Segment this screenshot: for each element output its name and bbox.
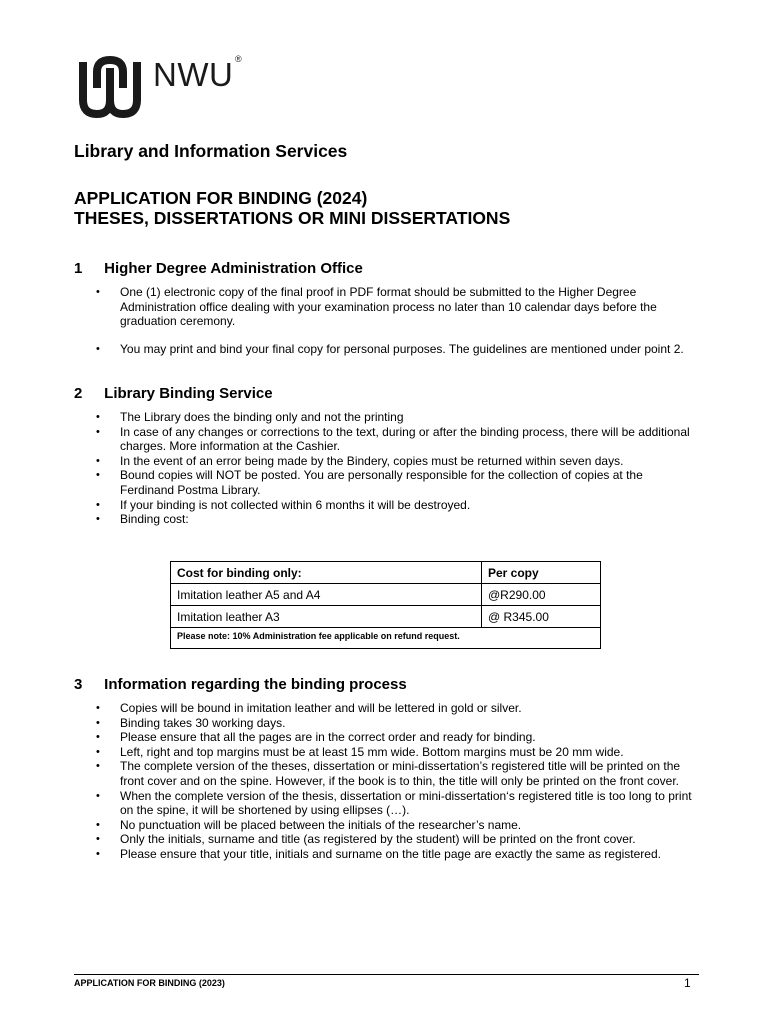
list-item: • The complete version of the theses, dissertation or mini-dissertation’s registered title will be printed on the front cover and on the spine. However, if the book is to thin, the title will only be printed on the front cover.	[94, 759, 699, 788]
section-3-number: 3	[74, 676, 83, 693]
table-header-cell: Per copy	[482, 562, 601, 584]
list-item: • Bound copies will NOT be posted. You are personally responsible for the collection of copies at the Ferdinand Postma Library.	[94, 468, 699, 497]
section-1-heading	[74, 260, 363, 277]
nwu-logo	[75, 54, 250, 124]
list-item: • In case of any changes or corrections to the text, during or after the binding process, there will be additional charges. More information at the Cashier.	[94, 425, 699, 454]
nwu-emblem-icon	[75, 54, 145, 120]
nwu-logo-text: NWU	[153, 56, 234, 93]
list-item: • Binding takes 30 working days.	[94, 716, 699, 731]
page-number: 1	[684, 976, 691, 990]
section-1-number: 1	[74, 260, 83, 277]
binding-cost-table	[170, 561, 601, 649]
list-item: • When the complete version of the thesis, dissertation or mini-dissertation‘s registered title is too long to print on the spine, it will be shortened by using ellipses (…).	[94, 789, 699, 818]
list-item: • The Library does the binding only and not the printing	[94, 410, 699, 425]
refund-note: Please note: 10% Administration fee applicable on refund request.	[171, 628, 601, 649]
table-cell: Imitation leather A5 and A4	[171, 584, 482, 606]
list-item: • You may print and bind your final copy for personal purposes. The guidelines are mentioned under point 2.	[94, 342, 699, 357]
list-item: • Please ensure that all the pages are in the correct order and ready for binding.	[94, 730, 699, 745]
library-heading: Library and Information Services	[74, 141, 348, 161]
table-cell: @ R345.00	[482, 606, 601, 628]
section-1-list	[94, 285, 699, 356]
table-note-row	[171, 628, 601, 649]
registered-mark: ®	[235, 54, 242, 64]
document-title: APPLICATION FOR BINDING (2024)	[74, 188, 368, 208]
list-item: • Copies will be bound in imitation leather and will be lettered in gold or silver.	[94, 701, 699, 716]
table-cell: Imitation leather A3	[171, 606, 482, 628]
table-header-cell: Cost for binding only:	[171, 562, 482, 584]
section-3-heading	[74, 676, 407, 693]
table-header-row	[171, 562, 601, 584]
section-2-number: 2	[74, 385, 83, 402]
list-item: • In the event of an error being made by the Bindery, copies must be returned within seven days.	[94, 454, 699, 469]
table-row	[171, 606, 601, 628]
section-2-list	[94, 410, 699, 527]
list-item: • Please ensure that your title, initials and surname on the title page are exactly the same as registered.	[94, 847, 699, 862]
section-2-heading	[74, 385, 273, 402]
list-item: • Left, right and top margins must be at least 15 mm wide. Bottom margins must be 20 mm wide.	[94, 745, 699, 760]
document-subtitle: THESES, DISSERTATIONS OR MINI DISSERTATIONS	[74, 208, 511, 228]
list-item: • No punctuation will be placed between the initials of the researcher’s name.	[94, 818, 699, 833]
table-cell: @R290.00	[482, 584, 601, 606]
list-item: • One (1) electronic copy of the final proof in PDF format should be submitted to the Higher Degree Administration office dealing with your examination process no later than 10 calendar days before the graduation ceremony.	[94, 285, 699, 329]
section-1-title: Higher Degree Administration Office	[104, 260, 363, 277]
footer-title: APPLICATION FOR BINDING (2023)	[74, 978, 225, 988]
list-item: • Only the initials, surname and title (as registered by the student) will be printed on the front cover.	[94, 832, 699, 847]
list-item: • Binding cost:	[94, 512, 699, 527]
section-2-title: Library Binding Service	[104, 385, 273, 402]
section-3-list	[94, 701, 699, 862]
table-row	[171, 584, 601, 606]
section-3-title: Information regarding the binding process	[104, 676, 407, 693]
footer-divider	[74, 974, 699, 975]
list-item: • If your binding is not collected within 6 months it will be destroyed.	[94, 498, 699, 513]
